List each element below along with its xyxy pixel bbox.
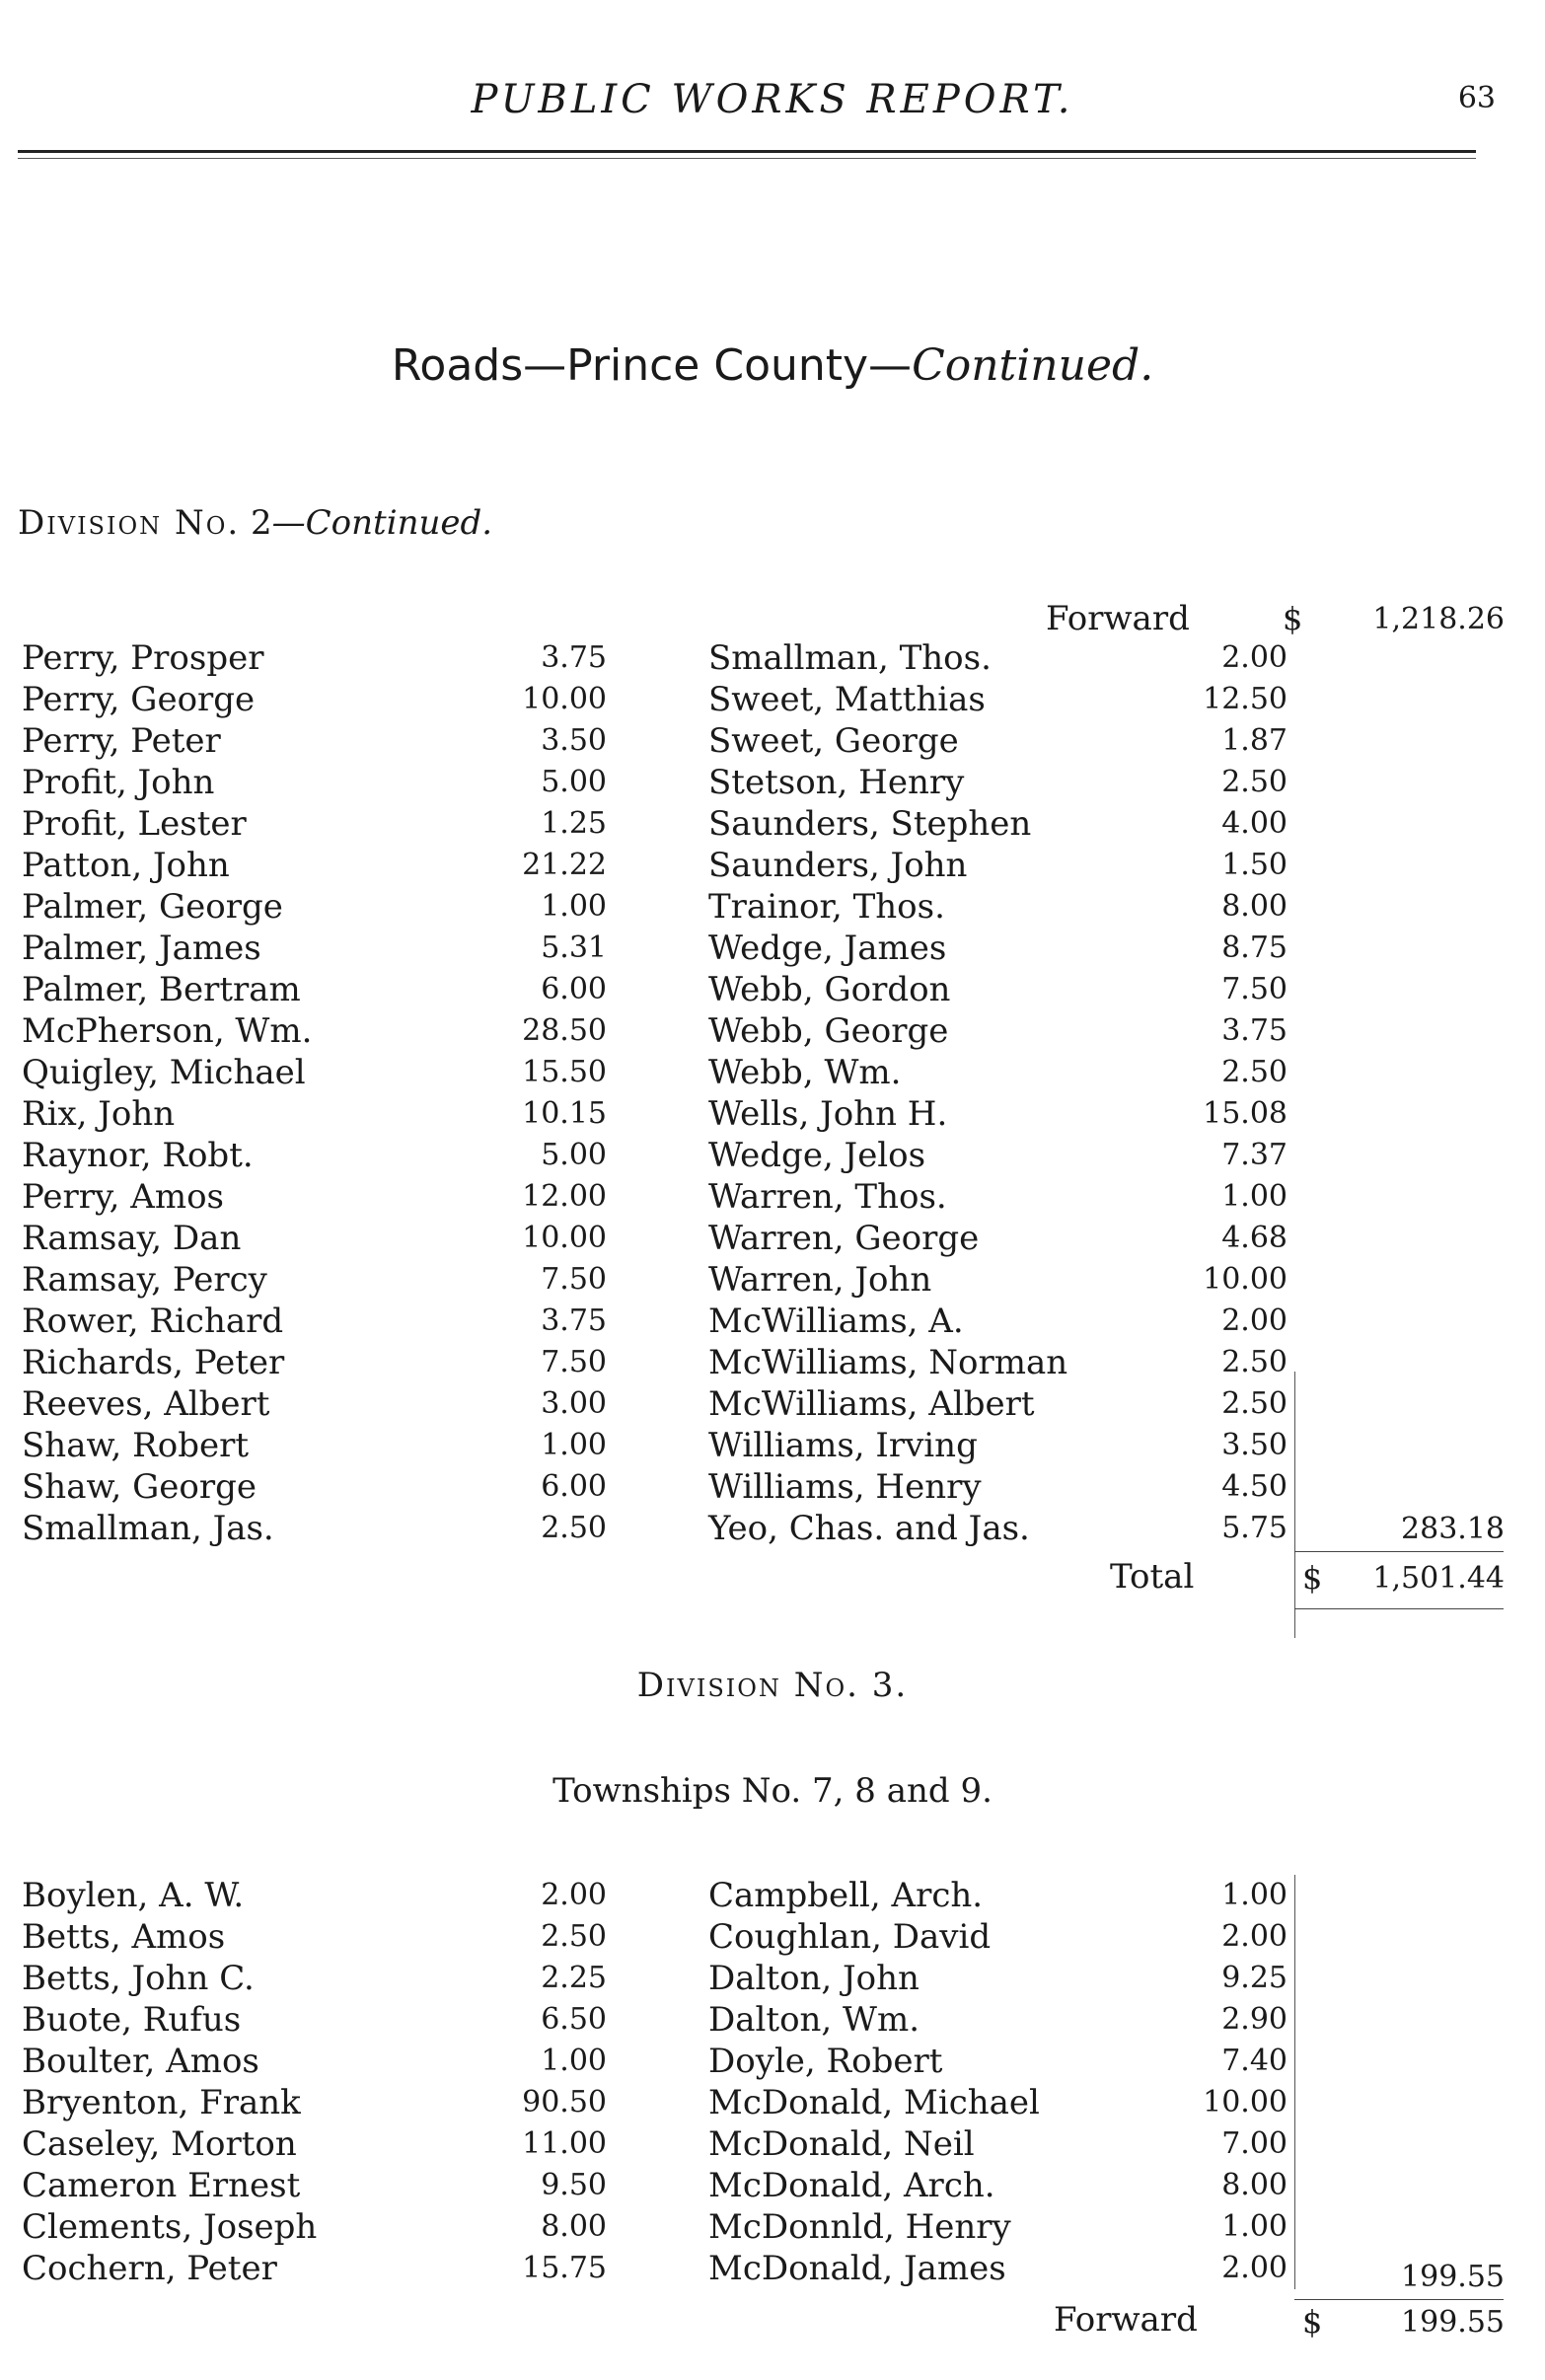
ledger-entry-amount: 7.37 — [1221, 1138, 1288, 1172]
ledger-entry-amount: 15.08 — [1203, 1096, 1288, 1131]
division-2-continued: —Continued. — [271, 503, 493, 543]
ledger-entry-amount: 3.50 — [541, 723, 607, 758]
division-2-total-dollar: $ — [1302, 1559, 1323, 1597]
ledger-entry-name: Patton, John — [22, 846, 230, 885]
ledger-entry-name: McDonald, Arch. — [708, 2166, 995, 2205]
ledger-entry-name: Trainor, Thos. — [708, 887, 945, 927]
ledger-entry-amount: 6.50 — [541, 2002, 607, 2037]
ledger-entry-amount: 2.00 — [1221, 2251, 1288, 2285]
ledger-entry-amount: 2.50 — [1221, 1386, 1288, 1421]
subtotal-rule — [1294, 2299, 1504, 2300]
ledger-entry-name: Coughlan, David — [708, 1917, 992, 1957]
ledger-entry-name: Clements, Joseph — [22, 2207, 318, 2247]
ledger-entry-name: McDonald, James — [708, 2249, 1006, 2288]
ledger-entry-name: Reeves, Albert — [22, 1384, 270, 1424]
ledger-entry-name: McDonald, Neil — [708, 2124, 975, 2164]
ledger-entry-amount: 9.25 — [1221, 1961, 1288, 1995]
ledger-entry-name: Wedge, Jelos — [708, 1136, 926, 1175]
ledger-entry-name: Perry, Prosper — [22, 638, 264, 678]
ledger-entry-name: Saunders, Stephen — [708, 804, 1032, 844]
ledger-entry-name: Cochern, Peter — [22, 2249, 277, 2288]
ledger-entry-amount: 1.00 — [541, 1428, 607, 1462]
ledger-entry-name: Sweet, Matthias — [708, 680, 986, 719]
ledger-entry-name: Boylen, A. W. — [22, 1876, 245, 1915]
ledger-entry-amount: 3.75 — [541, 640, 607, 675]
ledger-entry-amount: 1.50 — [1221, 848, 1288, 882]
ledger-entry-name: Webb, Wm. — [708, 1053, 902, 1092]
ledger-entry-amount: 2.00 — [1221, 640, 1288, 675]
division-2-subtotal: 283.18 — [1401, 1512, 1505, 1546]
division-3-heading — [0, 1666, 1545, 1705]
ledger-entry-amount: 2.25 — [541, 1961, 607, 1995]
ledger-entry-name: Wells, John H. — [708, 1094, 948, 1134]
ledger-entry-name: Dalton, John — [708, 1959, 920, 1998]
ledger-entry-amount: 2.00 — [1221, 1303, 1288, 1338]
ledger-entry-amount: 1.00 — [1221, 1878, 1288, 1912]
division-3-subtotal: 199.55 — [1401, 2260, 1505, 2294]
ledger-entry-name: Yeo, Chas. and Jas. — [708, 1509, 1030, 1548]
ledger-entry-name: Williams, Henry — [708, 1467, 982, 1507]
ledger-entry-name: Raynor, Robt. — [22, 1136, 254, 1175]
ledger-entry-name: Richards, Peter — [22, 1343, 285, 1382]
ledger-entry-amount: 2.00 — [1221, 1919, 1288, 1954]
ledger-entry-amount: 10.00 — [522, 1221, 607, 1255]
ledger-entry-amount: 12.00 — [522, 1179, 607, 1214]
total-rule — [1294, 1608, 1504, 1609]
division-2-heading — [18, 503, 492, 543]
division-3-label: Division No. 3. — [636, 1666, 909, 1705]
ledger-entry-name: Doyle, Robert — [708, 2042, 943, 2081]
ledger-entry-name: Caseley, Morton — [22, 2124, 297, 2164]
ledger-entry-name: Palmer, Bertram — [22, 970, 301, 1009]
ledger-entry-amount: 21.22 — [522, 848, 607, 882]
ledger-entry-name: Webb, George — [708, 1011, 949, 1051]
ledger-entry-name: Perry, Peter — [22, 721, 221, 761]
ledger-entry-amount: 2.50 — [1221, 1345, 1288, 1379]
ledger-entry-amount: 8.00 — [1221, 2168, 1288, 2202]
ledger-entry-name: McWilliams, Norman — [708, 1343, 1068, 1382]
division-2-forward-dollar: $ — [1283, 600, 1303, 637]
ledger-entry-amount: 10.00 — [522, 682, 607, 716]
ledger-entry-amount: 2.50 — [541, 1919, 607, 1954]
ledger-entry-name: Ramsay, Percy — [22, 1260, 267, 1300]
ledger-entry-amount: 28.50 — [522, 1013, 607, 1048]
ledger-entry-name: Rower, Richard — [22, 1302, 284, 1341]
ledger-entry-amount: 4.00 — [1221, 806, 1288, 841]
ledger-entry-amount: 8.00 — [541, 2209, 607, 2244]
ledger-entry-amount: 7.00 — [1221, 2126, 1288, 2161]
ledger-entry-amount: 15.75 — [522, 2251, 607, 2285]
ledger-entry-amount: 90.50 — [522, 2085, 607, 2120]
ledger-entry-name: Webb, Gordon — [708, 970, 951, 1009]
ledger-entry-amount: 2.50 — [1221, 765, 1288, 799]
ledger-entry-amount: 10.15 — [522, 1096, 607, 1131]
ledger-entry-amount: 5.00 — [541, 765, 607, 799]
page-number: 63 — [1457, 81, 1496, 115]
ledger-entry-amount: 10.00 — [1203, 2085, 1288, 2120]
ledger-entry-amount: 7.50 — [541, 1262, 607, 1297]
ledger-entry-amount: 1.00 — [541, 889, 607, 924]
ledger-entry-name: Cameron Ernest — [22, 2166, 301, 2205]
division-3-townships: Townships No. 7, 8 and 9. — [552, 1771, 993, 1811]
ledger-entry-name: Stetson, Henry — [708, 763, 965, 802]
ledger-entry-amount: 2.00 — [541, 1878, 607, 1912]
division-3-forward-label: Forward — [1054, 2300, 1198, 2340]
ledger-entry-amount: 4.50 — [1221, 1469, 1288, 1504]
ledger-entry-name: Smallman, Thos. — [708, 638, 992, 678]
ledger-entry-name: Campbell, Arch. — [708, 1876, 984, 1915]
ledger-entry-amount: 2.50 — [1221, 1055, 1288, 1089]
ledger-entry-name: McDonnld, Henry — [708, 2207, 1011, 2247]
ledger-entry-name: Palmer, George — [22, 887, 283, 927]
ledger-entry-name: Bryenton, Frank — [22, 2083, 301, 2122]
ledger-entry-name: Quigley, Michael — [22, 1053, 306, 1092]
ledger-entry-amount: 3.75 — [1221, 1013, 1288, 1048]
header-rule — [18, 150, 1476, 153]
ledger-entry-amount: 5.31 — [541, 930, 607, 965]
ledger-entry-amount: 1.00 — [1221, 2209, 1288, 2244]
header-rule-thin — [18, 158, 1476, 159]
ledger-entry-amount: 2.50 — [541, 1511, 607, 1545]
ledger-entry-amount: 4.68 — [1221, 1221, 1288, 1255]
ledger-entry-amount: 7.50 — [541, 1345, 607, 1379]
subtotal-rule — [1294, 1551, 1504, 1552]
ledger-entry-name: Saunders, John — [708, 846, 968, 885]
division-2-number: 2 — [251, 503, 272, 543]
division-2-total-label: Total — [1110, 1557, 1195, 1597]
ledger-entry-name: Perry, George — [22, 680, 256, 719]
ledger-entry-amount: 1.00 — [1221, 1179, 1288, 1214]
ledger-entry-amount: 1.25 — [541, 806, 607, 841]
division-2-total-value: 1,501.44 — [1372, 1561, 1505, 1596]
ledger-entry-amount: 1.87 — [1221, 723, 1288, 758]
division-3-forward-value: 199.55 — [1401, 2305, 1505, 2340]
ledger-entry-name: McPherson, Wm. — [22, 1011, 313, 1051]
section-title — [0, 340, 1545, 391]
ledger-entry-name: Palmer, James — [22, 929, 261, 968]
ledger-entry-name: Betts, Amos — [22, 1917, 226, 1957]
ledger-entry-name: Rix, John — [22, 1094, 176, 1134]
ledger-entry-name: Buote, Rufus — [22, 2000, 242, 2040]
ledger-entry-amount: 3.00 — [541, 1386, 607, 1421]
ledger-entry-amount: 10.00 — [1203, 1262, 1288, 1297]
ledger-entry-amount: 3.50 — [1221, 1428, 1288, 1462]
ledger-entry-name: Profit, Lester — [22, 804, 247, 844]
ledger-entry-name: McWilliams, Albert — [708, 1384, 1035, 1424]
ledger-entry-amount: 2.90 — [1221, 2002, 1288, 2037]
ledger-entry-amount: 6.00 — [541, 1469, 607, 1504]
ledger-entry-name: Smallman, Jas. — [22, 1509, 274, 1548]
ledger-entry-name: Shaw, George — [22, 1467, 258, 1507]
ledger-entry-name: Sweet, George — [708, 721, 959, 761]
ledger-entry-amount: 12.50 — [1203, 682, 1288, 716]
ledger-entry-amount: 5.00 — [541, 1138, 607, 1172]
ledger-entry-name: Williams, Irving — [708, 1426, 978, 1465]
running-header-title: PUBLIC WORKS REPORT. — [471, 77, 1074, 122]
ledger-entry-name: Warren, Thos. — [708, 1177, 947, 1217]
division-3-forward-dollar: $ — [1302, 2303, 1323, 2341]
section-title-main: Roads—Prince County— — [391, 340, 913, 391]
ledger-entry-amount: 3.75 — [541, 1303, 607, 1338]
ledger-entry-name: Profit, John — [22, 763, 215, 802]
division-2-forward-value: 1,218.26 — [1372, 602, 1505, 636]
ledger-entry-name: Perry, Amos — [22, 1177, 224, 1217]
ledger-entry-amount: 11.00 — [522, 2126, 607, 2161]
ledger-entry-amount: 7.40 — [1221, 2044, 1288, 2078]
ledger-entry-name: Dalton, Wm. — [708, 2000, 920, 2040]
ledger-entry-name: Warren, John — [708, 1260, 932, 1300]
division-2-label: Division No. — [18, 503, 241, 543]
ledger-entry-amount: 1.00 — [541, 2044, 607, 2078]
ledger-entry-name: McWilliams, A. — [708, 1302, 964, 1341]
ledger-entry-name: Wedge, James — [708, 929, 947, 968]
ledger-entry-amount: 8.00 — [1221, 889, 1288, 924]
ledger-entry-amount: 6.00 — [541, 972, 607, 1006]
ledger-entry-amount: 9.50 — [541, 2168, 607, 2202]
section-title-continued: Continued. — [912, 340, 1154, 391]
ledger-entry-amount: 5.75 — [1221, 1511, 1288, 1545]
ledger-entry-amount: 8.75 — [1221, 930, 1288, 965]
column-rule — [1294, 1875, 1295, 2289]
ledger-entry-amount: 7.50 — [1221, 972, 1288, 1006]
ledger-entry-name: Betts, John C. — [22, 1959, 255, 1998]
ledger-entry-name: Warren, George — [708, 1219, 980, 1258]
ledger-entry-name: Boulter, Amos — [22, 2042, 259, 2081]
division-2-forward-label: Forward — [1046, 599, 1190, 638]
ledger-entry-name: McDonald, Michael — [708, 2083, 1040, 2122]
ledger-entry-name: Shaw, Robert — [22, 1426, 250, 1465]
ledger-entry-name: Ramsay, Dan — [22, 1219, 242, 1258]
column-rule — [1294, 1372, 1295, 1638]
ledger-entry-amount: 15.50 — [522, 1055, 607, 1089]
